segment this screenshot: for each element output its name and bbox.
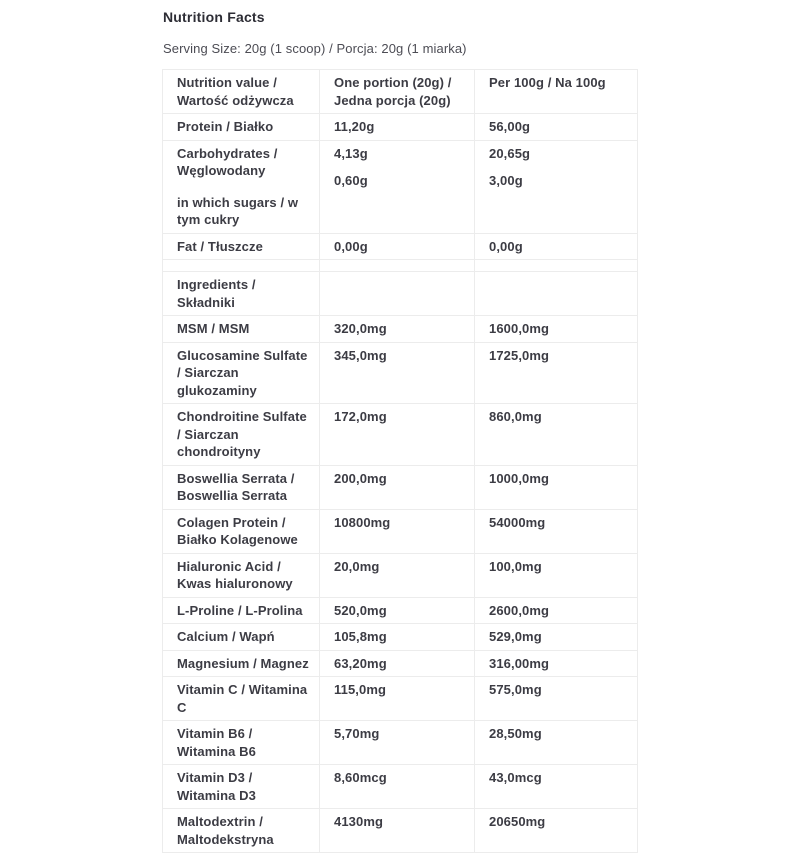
table-row-magnesium [163,650,638,677]
cell-per100: 1725,0mg [475,342,638,404]
cell-per100: 54000mg [475,509,638,553]
table-row-vitamin-b6 [163,721,638,765]
cell-label [163,140,320,233]
cell-label: L-Proline / L-Prolina [163,597,320,624]
header-per-100g: Per 100g / Na 100g [475,70,638,114]
cell-label: Ingredients / Składniki [163,272,320,316]
nutrition-facts-page [162,0,638,853]
cell-portion: 63,20mg [320,650,475,677]
table-row-chondroitine-sulfate [163,404,638,466]
table-row-ingredients-section [163,272,638,316]
cell-per100: 575,0mg [475,677,638,721]
cell-portion: 11,20g [320,114,475,141]
table-row-hialuronic-acid [163,553,638,597]
cell-portion: 10800mg [320,509,475,553]
table-row-l-proline [163,597,638,624]
cell-per100: 56,00g [475,114,638,141]
cell-portion: 345,0mg [320,342,475,404]
page-title: Nutrition Facts [163,9,265,25]
cell-label: Hialuronic Acid / Kwas hialuronowy [163,553,320,597]
cell-per100 [475,260,638,272]
cell-portion [320,140,475,233]
cell-label: Maltodextrin / Maltodekstryna [163,809,320,853]
cell-portion: 0,00g [320,233,475,260]
table-row-carbohydrates [163,140,638,233]
cell-label: Fat / Tłuszcze [163,233,320,260]
cell-label: Vitamin B6 / Witamina B6 [163,721,320,765]
table-row-fat [163,233,638,260]
table-row-vitamin-d3 [163,765,638,809]
sugars-label: in which sugars / w tym cukry [177,194,299,227]
header-one-portion: One portion (20g) / Jedna porcja (20g) [320,70,475,114]
cell-per100: 860,0mg [475,404,638,466]
table-row-spacer [163,260,638,272]
serving-size-text: Serving Size: 20g (1 scoop) / Porcja: 20g (1 miarka) [163,41,467,56]
cell-portion: 4130mg [320,809,475,853]
table-row-protein [163,114,638,141]
table-row-colagen-protein [163,509,638,553]
sugars-portion: 0,60g [334,173,368,188]
nutrition-table [162,69,638,853]
cell-label: Glucosamine Sulfate / Siarczan glukozaminy [163,342,320,404]
cell-portion: 20,0mg [320,553,475,597]
cell-label: Vitamin D3 / Witamina D3 [163,765,320,809]
table-row-glucosamine-sulfate [163,342,638,404]
cell-per100: 28,50mg [475,721,638,765]
sugars-per100: 3,00g [489,173,523,188]
cell-label: Vitamin C / Witamina C [163,677,320,721]
cell-label: Boswellia Serrata / Boswellia Serrata [163,465,320,509]
carbohydrates-per100: 20,65g [489,145,531,161]
cell-per100: 43,0mcg [475,765,638,809]
cell-portion: 520,0mg [320,597,475,624]
table-row-maltodextrin [163,809,638,853]
cell-label: Colagen Protein / Białko Kolagenowe [163,509,320,553]
carbohydrates-label: Carbohydrates / Węglowodany [177,145,278,178]
cell-per100: 316,00mg [475,650,638,677]
header-nutrition-value: Nutrition value / Wartość odżywcza [163,70,320,114]
cell-per100: 100,0mg [475,553,638,597]
cell-per100 [475,272,638,316]
cell-per100: 2600,0mg [475,597,638,624]
cell-portion: 105,8mg [320,624,475,651]
cell-per100: 1600,0mg [475,316,638,343]
cell-portion: 8,60mcg [320,765,475,809]
cell-portion: 200,0mg [320,465,475,509]
carbohydrates-portion: 4,13g [334,145,368,161]
table-header-row [163,70,638,114]
cell-label: Magnesium / Magnez [163,650,320,677]
cell-portion: 172,0mg [320,404,475,466]
cell-label: Chondroitine Sulfate / Siarczan chondroityny [163,404,320,466]
cell-portion [320,272,475,316]
cell-label: MSM / MSM [163,316,320,343]
cell-portion [320,260,475,272]
table-row-calcium [163,624,638,651]
table-row-vitamin-c [163,677,638,721]
cell-portion: 115,0mg [320,677,475,721]
cell-label: Protein / Białko [163,114,320,141]
table-row-boswellia-serrata [163,465,638,509]
cell-per100: 1000,0mg [475,465,638,509]
cell-per100 [475,140,638,233]
table-row-msm [163,316,638,343]
cell-per100: 529,0mg [475,624,638,651]
cell-label [163,260,320,272]
cell-portion: 5,70mg [320,721,475,765]
cell-label: Calcium / Wapń [163,624,320,651]
cell-per100: 0,00g [475,233,638,260]
cell-portion: 320,0mg [320,316,475,343]
cell-per100: 20650mg [475,809,638,853]
